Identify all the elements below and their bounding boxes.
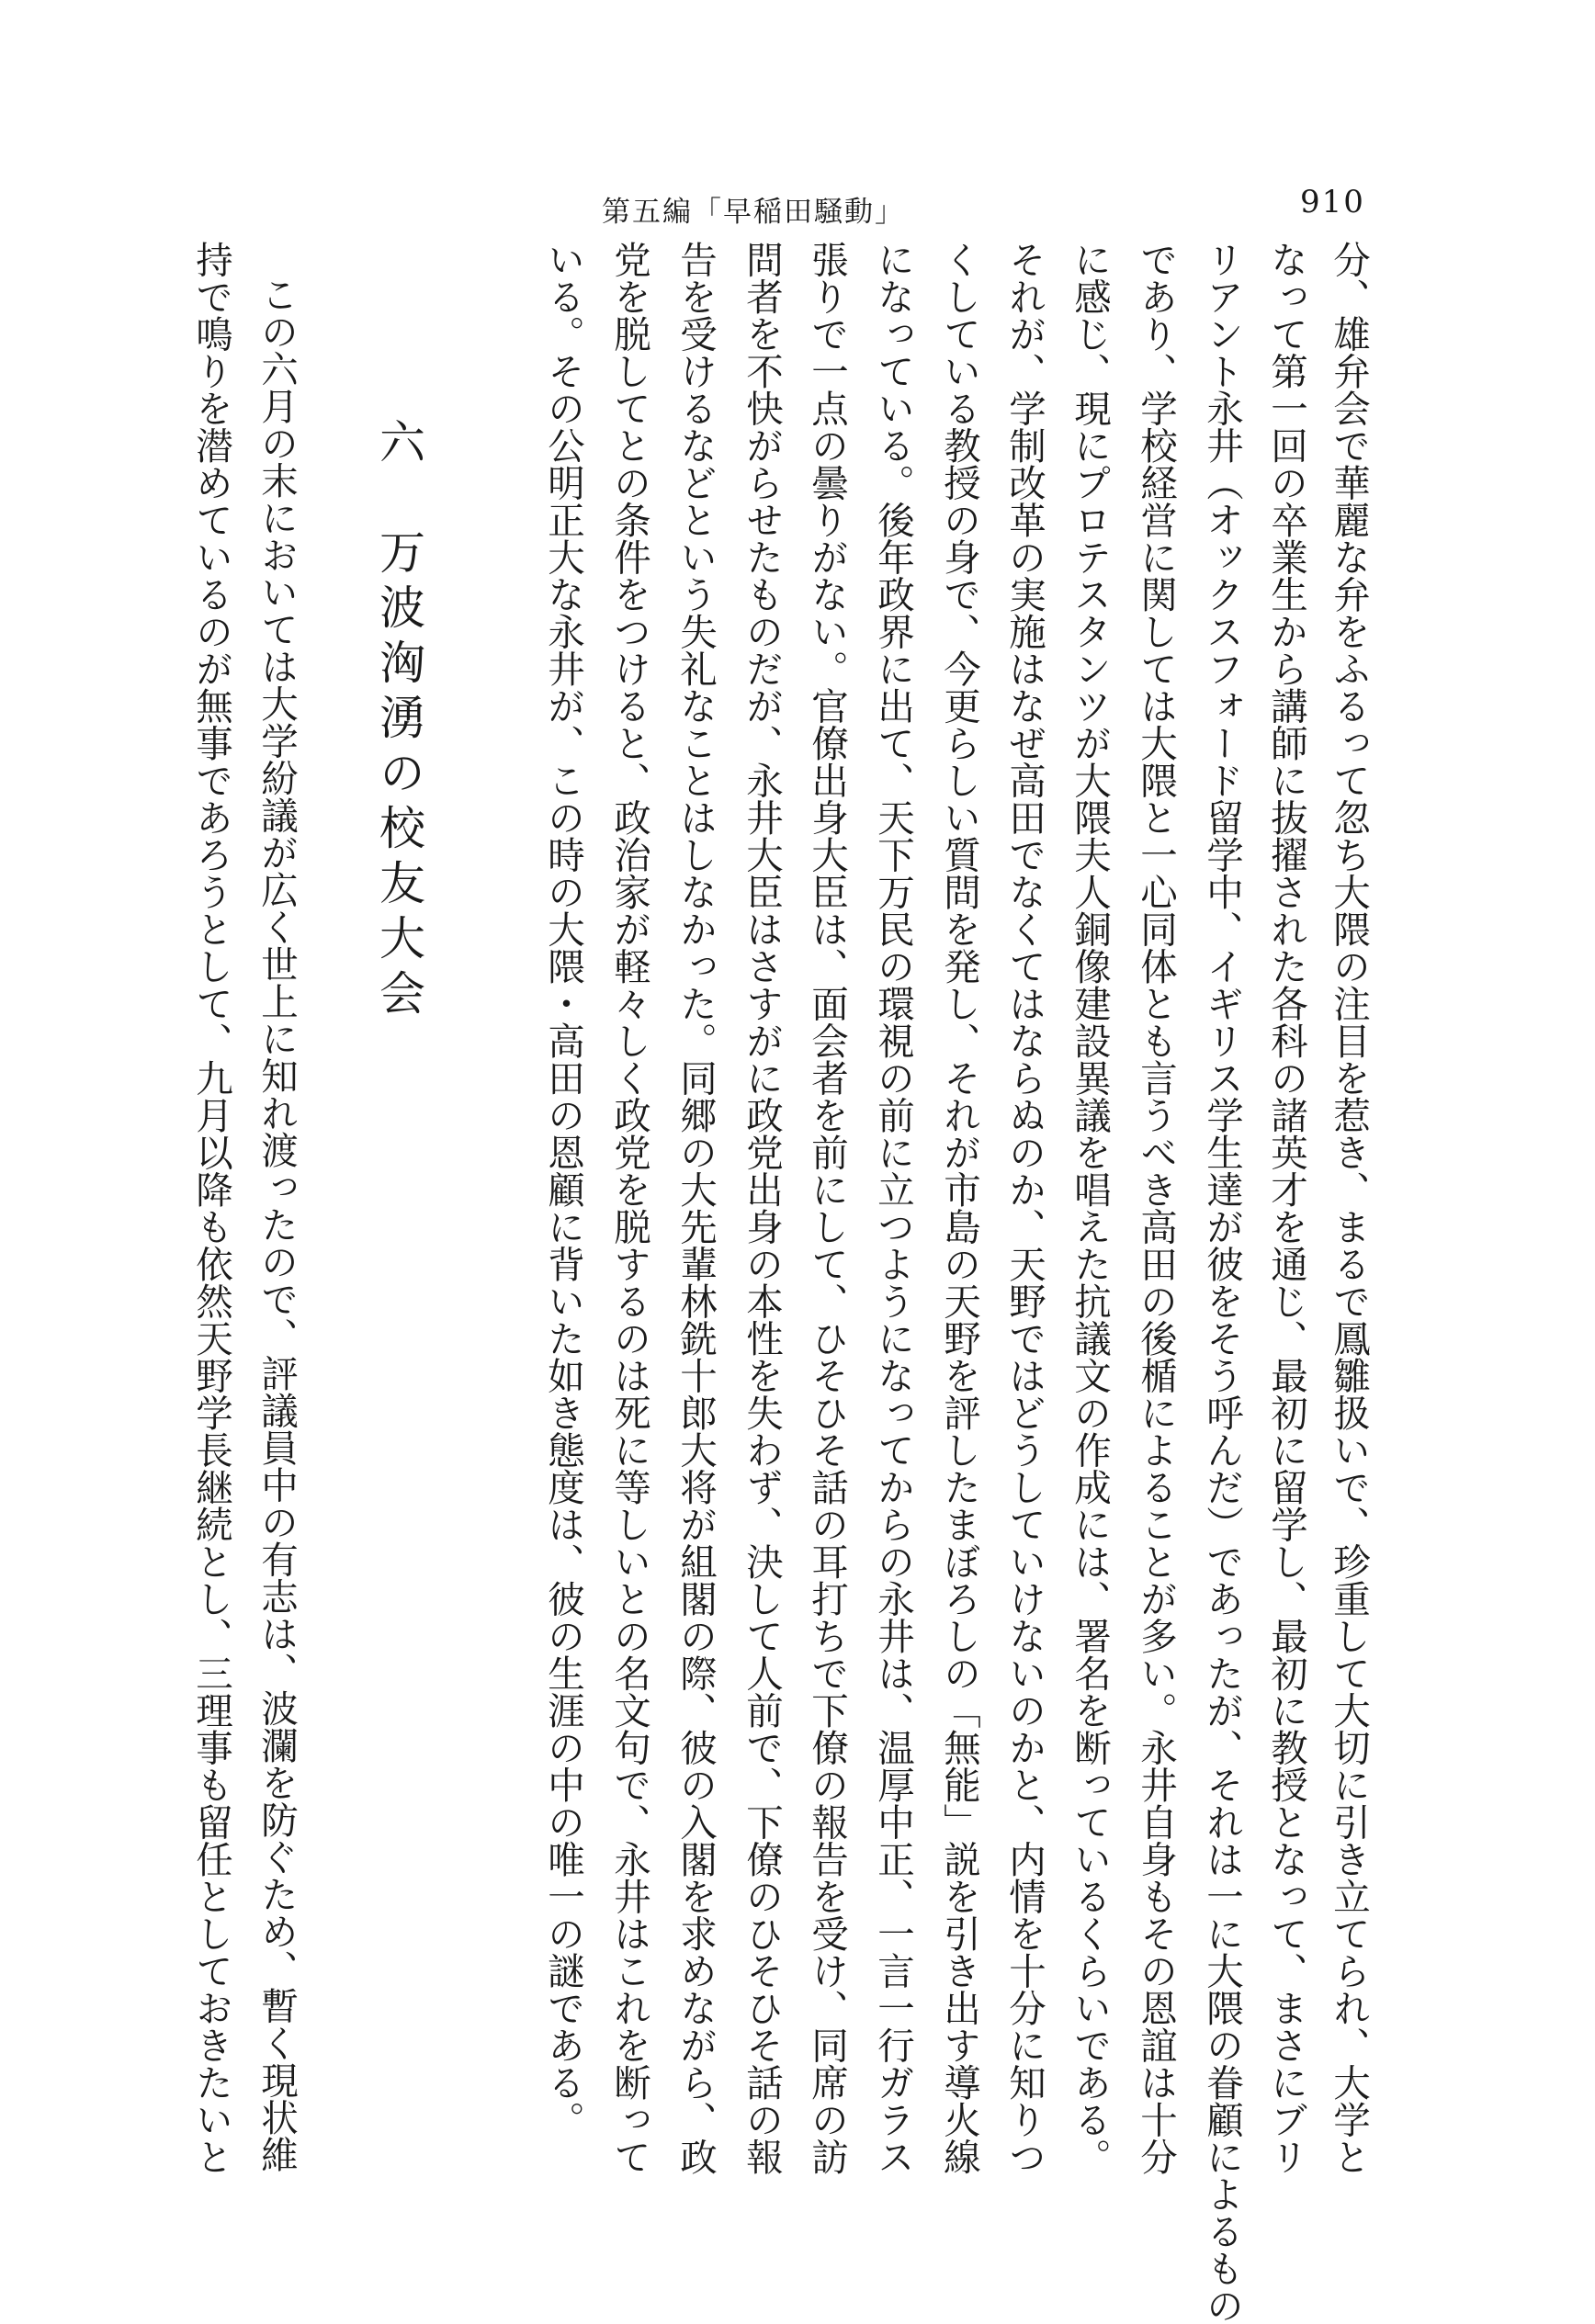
text-column: であり、学校経営に関しては大隈と一心同体とも言うべき高田の後楯によることが多い。永井自身もその恩誼は十分 bbox=[1134, 241, 1178, 2175]
text-column: それが、学制改革の実施はなぜ高田でなくてはならぬのか、天野ではどうしていけないのかと、内情を十分に知りつ bbox=[1002, 241, 1046, 2175]
text-column: に感じ、現にプロテスタンツが大隈夫人銅像建設異議を唱えた抗議文の作成には、署名を断っているくらいである。 bbox=[1068, 241, 1112, 2175]
text-column: いる。その公明正大な永井が、この時の大隈・高田の恩顧に背いた如き態度は、彼の生涯の中の唯一の謎である。 bbox=[541, 241, 585, 2138]
text-column: リアント永井（オックスフォード留学中、イギリス学生達が彼をそう呼んだ）であったが、それは一に大隈の眷顧によるもの bbox=[1200, 241, 1244, 2324]
page-number: 910 bbox=[1300, 184, 1365, 220]
text-column: 告を受けるなどという失礼なことはしなかった。同郷の大先輩林銑十郎大将が組閣の際、彼の入閣を求めながら、政 bbox=[673, 241, 718, 2175]
text-column: 党を脱してとの条件をつけると、政治家が軽々しく政党を脱するのは死に等しいとの名文句で、永井はこれを断って bbox=[607, 241, 651, 2175]
section-heading: 六 万波洶湧の校友大会 bbox=[372, 418, 425, 1024]
text-column: くしている教授の身で、今更らしい質問を発し、それが市島の天野を評したまぼろしの「無能」説を引き出す導火線 bbox=[937, 241, 981, 2175]
running-header: 第五編「早稲田騒動」 bbox=[602, 196, 905, 229]
text-column: 持で鳴りを潜めているのが無事であろうとして、九月以降も依然天野学長継続とし、三理事も留任としておきたいと bbox=[189, 241, 233, 2175]
text-column: になっている。後年政界に出て、天下万民の環視の前に立つようになってからの永井は、温厚中正、一言一行ガラス bbox=[871, 241, 915, 2175]
text-column: 問者を不快がらせたものだが、永井大臣はさすがに政党出身の本性を失わず、決して人前で、下僚のひそひそ話の報 bbox=[740, 241, 784, 2175]
text-column: この六月の末においては大学紛議が広く世上に知れ渡ったので、評議員中の有志は、波瀾を防ぐため、暫く現状維 bbox=[255, 276, 299, 2173]
text-column: なって第一回の卒業生から講師に抜擢された各科の諸英才を通じ、最初に留学し、最初に教授となって、まさにブリ bbox=[1264, 241, 1308, 2175]
text-column: 分、雄弁会で華麗な弁をふるって忽ち大隈の注目を惹き、まるで鳳雛扱いで、珍重して大切に引き立てられ、大学と bbox=[1327, 241, 1371, 2175]
text-column: 張りで一点の曇りがない。官僚出身大臣は、面会者を前にして、ひそひそ話の耳打ちで下僚の報告を受け、同席の訪 bbox=[805, 241, 849, 2175]
